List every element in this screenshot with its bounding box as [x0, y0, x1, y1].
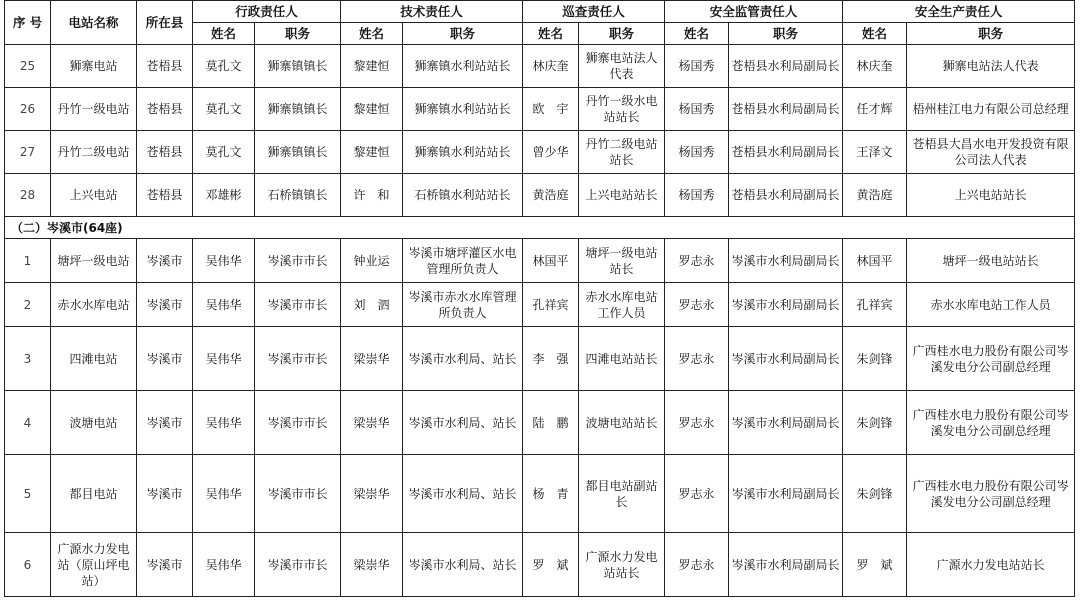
production-position: 赤水水库电站工作人员	[907, 283, 1075, 327]
supervision-name: 罗志永	[665, 533, 729, 597]
supervision-position: 苍梧县水利局副局长	[729, 45, 843, 88]
table-row	[5, 327, 1075, 391]
production-position: 塘坪一级电站站长	[907, 239, 1075, 283]
supervision-position: 岑溪市水利局副局长	[729, 533, 843, 597]
header-seq: 序 号	[5, 1, 51, 45]
header-tech: 技术责任人	[341, 1, 523, 23]
production-position: 广西桂水电力股份有限公司岑溪发电分公司副总经理	[907, 455, 1075, 533]
station-name: 四滩电站	[51, 327, 137, 391]
production-position: 广西桂水电力股份有限公司岑溪发电分公司副总经理	[907, 327, 1075, 391]
patrol-name: 李 强	[523, 327, 579, 391]
supervision-name: 罗志永	[665, 327, 729, 391]
tech-position: 岑溪市水利局、站长	[403, 327, 523, 391]
county: 岑溪市	[137, 283, 193, 327]
tech-name: 许 和	[341, 174, 403, 217]
table-row	[5, 239, 1075, 283]
admin-name: 吴伟华	[193, 455, 255, 533]
admin-position: 岑溪市市长	[255, 391, 341, 455]
tech-name: 梁崇华	[341, 391, 403, 455]
patrol-name: 欧 宇	[523, 88, 579, 131]
header-safety-super: 安全监管责任人	[665, 1, 843, 23]
production-position: 苍梧县大昌水电开发投资有限公司法人代表	[907, 131, 1075, 174]
admin-name: 吴伟华	[193, 391, 255, 455]
supervision-name: 杨国秀	[665, 45, 729, 88]
patrol-position: 四滩电站站长	[579, 327, 665, 391]
subheader-name: 姓名	[193, 23, 255, 45]
patrol-position: 上兴电站站长	[579, 174, 665, 217]
supervision-name: 杨国秀	[665, 88, 729, 131]
admin-name: 莫孔文	[193, 45, 255, 88]
patrol-position: 都目电站副站长	[579, 455, 665, 533]
row-number: 2	[5, 283, 51, 327]
supervision-position: 岑溪市水利局副局长	[729, 283, 843, 327]
subheader-name: 姓名	[843, 23, 907, 45]
tech-name: 黎建恒	[341, 88, 403, 131]
station-name: 赤水水库电站	[51, 283, 137, 327]
admin-position: 狮寨镇镇长	[255, 45, 341, 88]
tech-position: 岑溪市水利局、站长	[403, 455, 523, 533]
production-name: 朱剑锋	[843, 391, 907, 455]
station-name: 波塘电站	[51, 391, 137, 455]
subheader-position: 职务	[255, 23, 341, 45]
table-row	[5, 45, 1075, 88]
row-number: 3	[5, 327, 51, 391]
county: 岑溪市	[137, 391, 193, 455]
row-number: 4	[5, 391, 51, 455]
responsibility-table	[4, 0, 1075, 597]
production-name: 黄浩庭	[843, 174, 907, 217]
table-row	[5, 391, 1075, 455]
admin-name: 吴伟华	[193, 327, 255, 391]
subheader-name: 姓名	[523, 23, 579, 45]
supervision-name: 罗志永	[665, 455, 729, 533]
tech-position: 石桥镇水利站站长	[403, 174, 523, 217]
county: 苍梧县	[137, 88, 193, 131]
tech-position: 岑溪市塘坪灌区水电管理所负责人	[403, 239, 523, 283]
station-name: 丹竹一级电站	[51, 88, 137, 131]
patrol-name: 黄浩庭	[523, 174, 579, 217]
header-county: 所在县	[137, 1, 193, 45]
patrol-name: 曾少华	[523, 131, 579, 174]
admin-name: 吴伟华	[193, 533, 255, 597]
county: 苍梧县	[137, 174, 193, 217]
tech-name: 梁崇华	[341, 327, 403, 391]
production-position: 上兴电站站长	[907, 174, 1075, 217]
supervision-name: 罗志永	[665, 239, 729, 283]
table-row	[5, 131, 1075, 174]
tech-name: 黎建恒	[341, 131, 403, 174]
admin-name: 莫孔文	[193, 131, 255, 174]
row-number: 27	[5, 131, 51, 174]
county: 岑溪市	[137, 455, 193, 533]
patrol-name: 杨 青	[523, 455, 579, 533]
station-name: 狮寨电站	[51, 45, 137, 88]
tech-position: 岑溪市赤水水库管理所负责人	[403, 283, 523, 327]
tech-position: 狮寨镇水利站站长	[403, 88, 523, 131]
patrol-name: 林国平	[523, 239, 579, 283]
tech-position: 狮寨镇水利站站长	[403, 131, 523, 174]
production-position: 广西桂水电力股份有限公司岑溪发电分公司副总经理	[907, 391, 1075, 455]
station-name: 广源水力发电站（原山坪电站）	[51, 533, 137, 597]
header-safety-prod: 安全生产责任人	[843, 1, 1075, 23]
station-name: 丹竹二级电站	[51, 131, 137, 174]
patrol-position: 丹竹二级电站站长	[579, 131, 665, 174]
tech-name: 梁崇华	[341, 455, 403, 533]
table-row	[5, 283, 1075, 327]
tech-position: 狮寨镇水利站站长	[403, 45, 523, 88]
tech-name: 梁崇华	[341, 533, 403, 597]
table-row	[5, 533, 1075, 597]
production-name: 罗 斌	[843, 533, 907, 597]
subheader-name: 姓名	[341, 23, 403, 45]
admin-position: 岑溪市市长	[255, 327, 341, 391]
header-admin: 行政责任人	[193, 1, 341, 23]
station-name: 都目电站	[51, 455, 137, 533]
patrol-name: 孔祥宾	[523, 283, 579, 327]
row-number: 6	[5, 533, 51, 597]
supervision-position: 岑溪市水利局副局长	[729, 391, 843, 455]
header-station: 电站名称	[51, 1, 137, 45]
row-number: 5	[5, 455, 51, 533]
county: 岑溪市	[137, 239, 193, 283]
production-name: 任才辉	[843, 88, 907, 131]
admin-position: 岑溪市市长	[255, 239, 341, 283]
supervision-position: 岑溪市水利局副局长	[729, 239, 843, 283]
production-position: 广源水力发电站站长	[907, 533, 1075, 597]
supervision-position: 苍梧县水利局副局长	[729, 131, 843, 174]
supervision-name: 杨国秀	[665, 174, 729, 217]
patrol-position: 赤水水库电站工作人员	[579, 283, 665, 327]
station-name: 上兴电站	[51, 174, 137, 217]
admin-position: 岑溪市市长	[255, 455, 341, 533]
patrol-name: 陆 鹏	[523, 391, 579, 455]
county: 苍梧县	[137, 45, 193, 88]
admin-position: 岑溪市市长	[255, 533, 341, 597]
row-number: 1	[5, 239, 51, 283]
supervision-position: 苍梧县水利局副局长	[729, 88, 843, 131]
header-patrol: 巡查责任人	[523, 1, 665, 23]
county: 岑溪市	[137, 533, 193, 597]
supervision-name: 罗志永	[665, 391, 729, 455]
row-number: 25	[5, 45, 51, 88]
subheader-name: 姓名	[665, 23, 729, 45]
county: 岑溪市	[137, 327, 193, 391]
production-name: 林庆奎	[843, 45, 907, 88]
admin-name: 吴伟华	[193, 239, 255, 283]
admin-position: 石桥镇镇长	[255, 174, 341, 217]
subheader-position: 职务	[907, 23, 1075, 45]
tech-name: 刘 泗	[341, 283, 403, 327]
table-row	[5, 88, 1075, 131]
row-number: 28	[5, 174, 51, 217]
county: 苍梧县	[137, 131, 193, 174]
row-number: 26	[5, 88, 51, 131]
patrol-position: 丹竹一级水电站站长	[579, 88, 665, 131]
subheader-position: 职务	[403, 23, 523, 45]
supervision-name: 罗志永	[665, 283, 729, 327]
tech-name: 黎建恒	[341, 45, 403, 88]
tech-name: 钟业运	[341, 239, 403, 283]
admin-position: 狮寨镇镇长	[255, 88, 341, 131]
supervision-position: 岑溪市水利局副局长	[729, 327, 843, 391]
subheader-position: 职务	[579, 23, 665, 45]
subheader-position: 职务	[729, 23, 843, 45]
table-row	[5, 455, 1075, 533]
supervision-name: 杨国秀	[665, 131, 729, 174]
admin-position: 岑溪市市长	[255, 283, 341, 327]
admin-position: 狮寨镇镇长	[255, 131, 341, 174]
production-name: 孔祥宾	[843, 283, 907, 327]
patrol-name: 林庆奎	[523, 45, 579, 88]
station-name: 塘坪一级电站	[51, 239, 137, 283]
production-name: 林国平	[843, 239, 907, 283]
patrol-position: 广源水力发电站站长	[579, 533, 665, 597]
section-title: （二）岑溪市(64座)	[5, 217, 1075, 239]
admin-name: 吴伟华	[193, 283, 255, 327]
production-name: 朱剑锋	[843, 327, 907, 391]
production-position: 梧州桂江电力有限公司总经理	[907, 88, 1075, 131]
tech-position: 岑溪市水利局、站长	[403, 391, 523, 455]
patrol-position: 波塘电站站长	[579, 391, 665, 455]
patrol-name: 罗 斌	[523, 533, 579, 597]
production-name: 朱剑锋	[843, 455, 907, 533]
production-name: 王泽文	[843, 131, 907, 174]
supervision-position: 苍梧县水利局副局长	[729, 174, 843, 217]
production-position: 狮寨电站法人代表	[907, 45, 1075, 88]
supervision-position: 岑溪市水利局副局长	[729, 455, 843, 533]
admin-name: 邓雄彬	[193, 174, 255, 217]
patrol-position: 塘坪一级电站站长	[579, 239, 665, 283]
table-row	[5, 174, 1075, 217]
admin-name: 莫孔文	[193, 88, 255, 131]
patrol-position: 狮寨电站法人代表	[579, 45, 665, 88]
tech-position: 岑溪市水利局、站长	[403, 533, 523, 597]
